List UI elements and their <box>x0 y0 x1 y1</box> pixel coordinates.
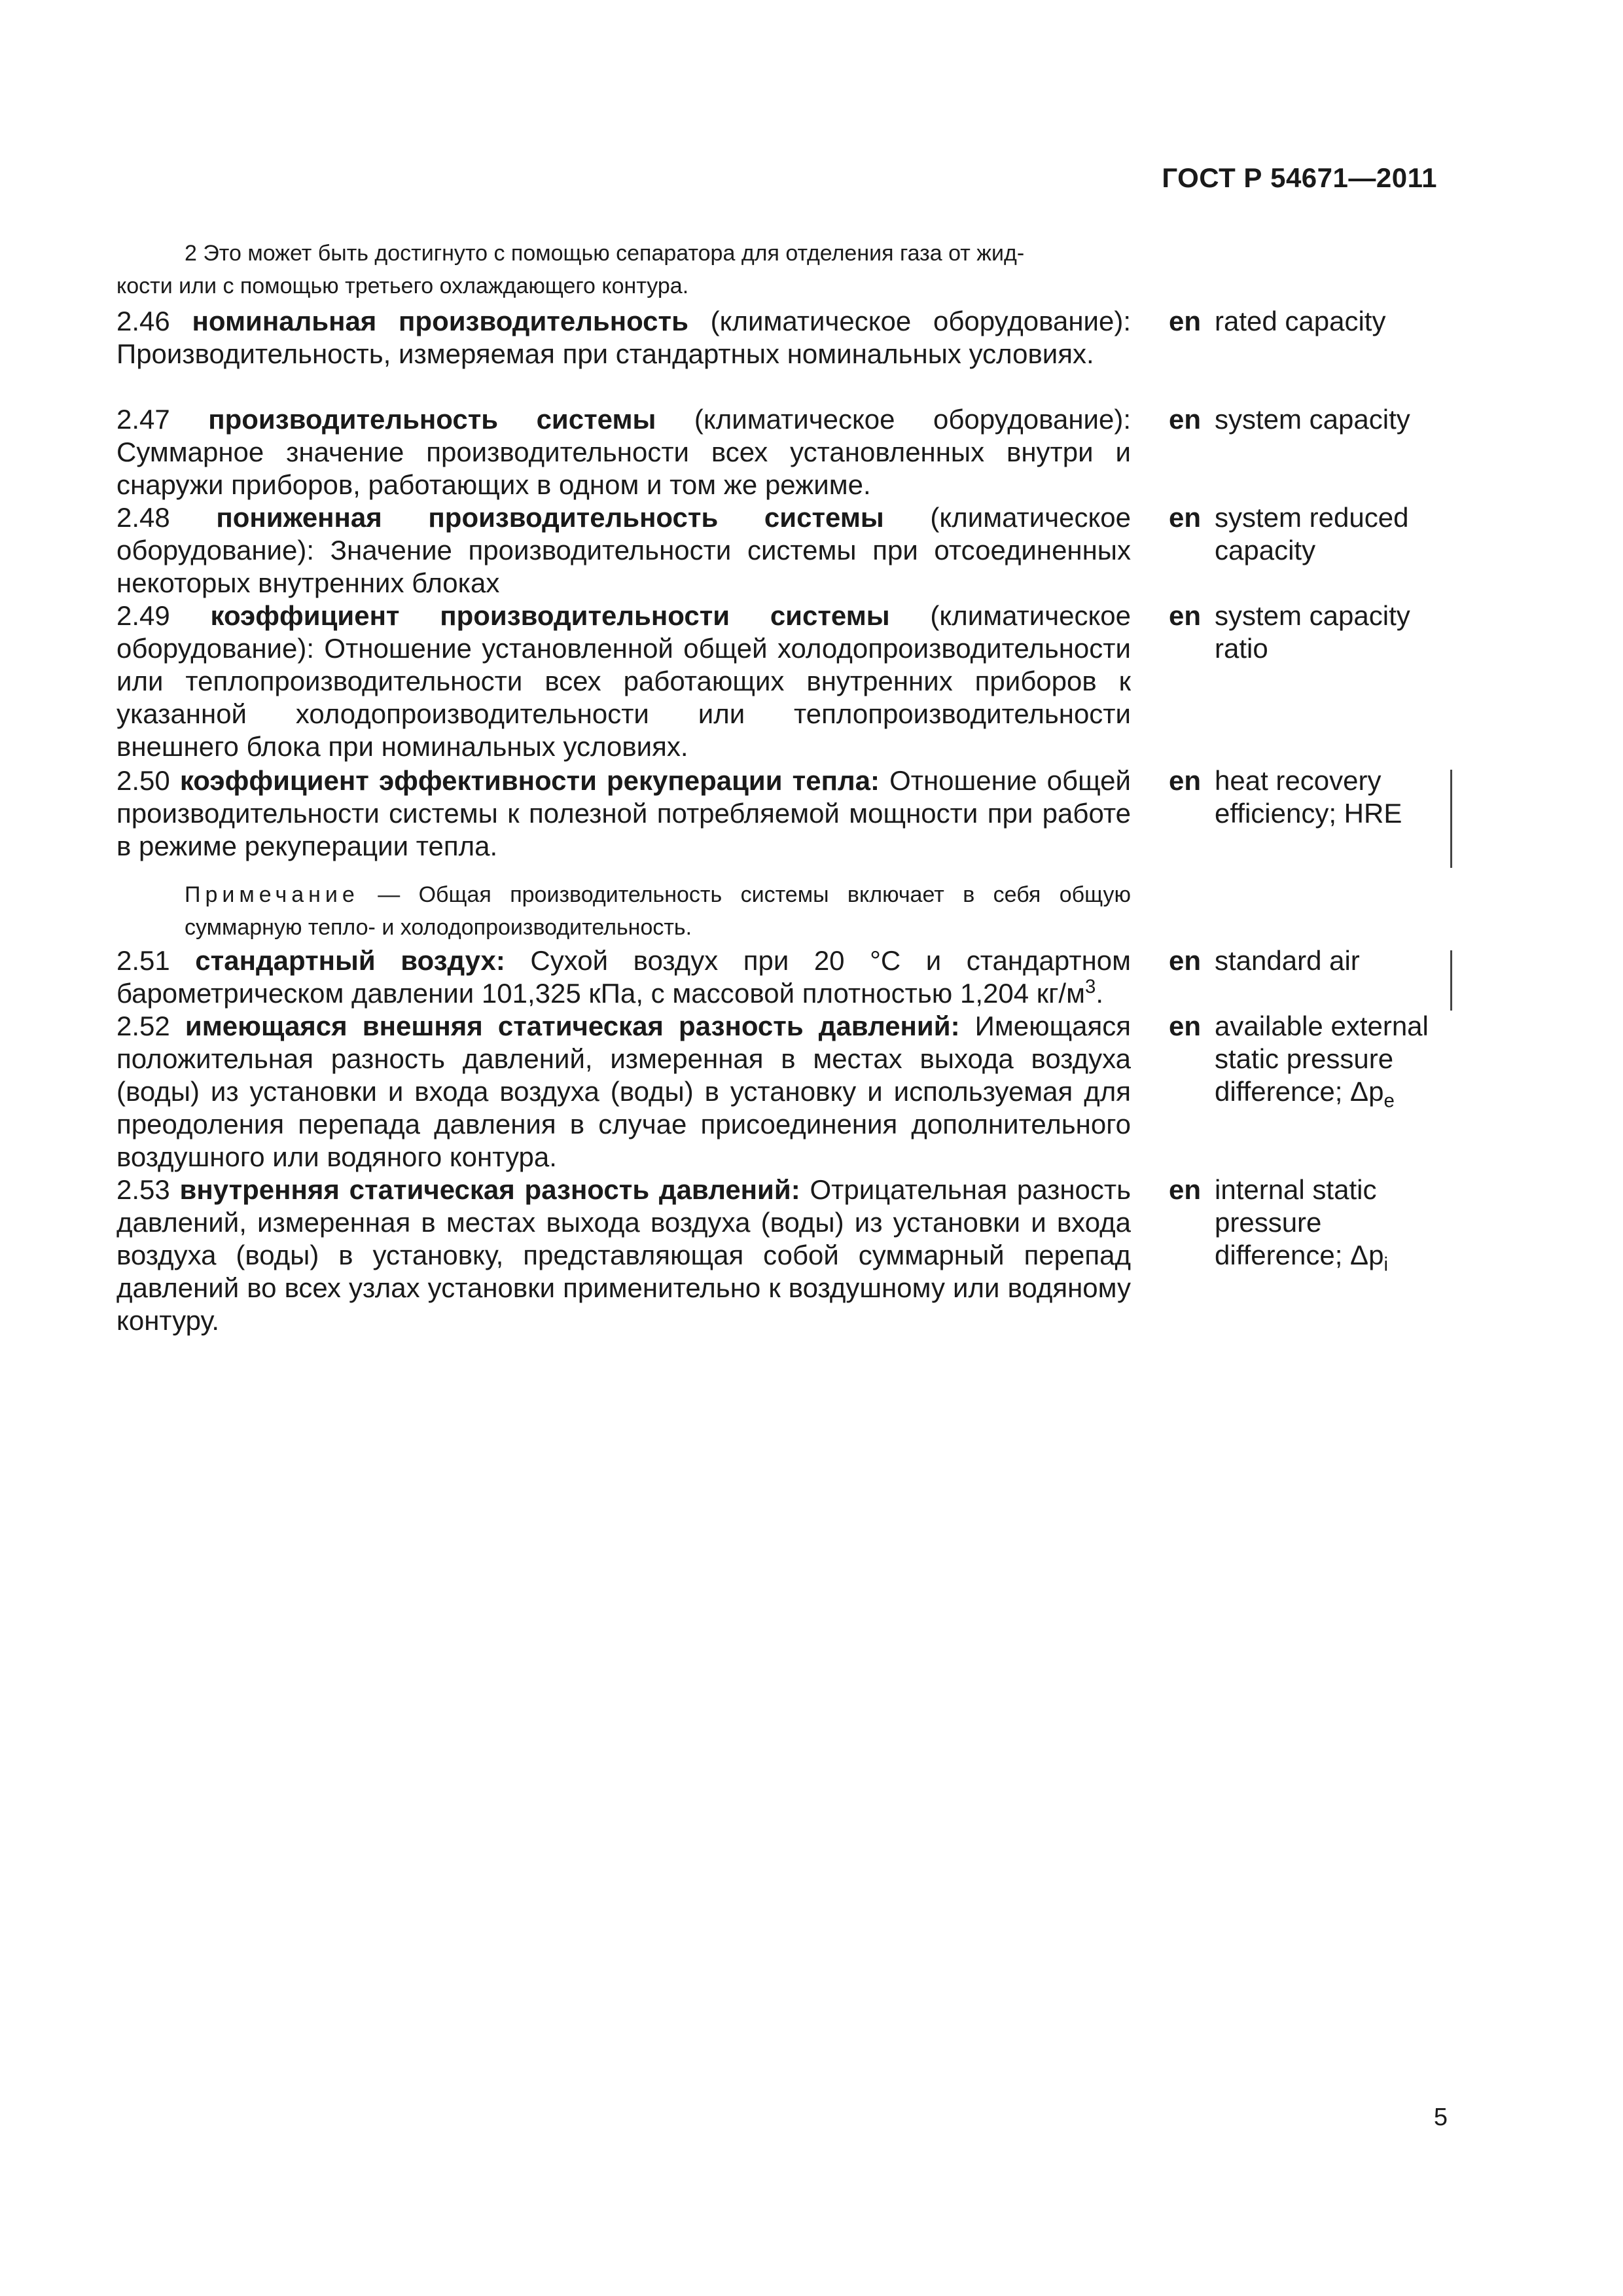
term-definition: (климатическое оборудование): Суммарное значение производительности всех установленных внутри и снаружи приборов, работающих в одном и том же режиме. <box>116 404 1132 500</box>
lang-code: en <box>1169 404 1202 435</box>
top-note-first-line: 2 Это может быть достигнуто с помощью сепаратора для отделения газа от жид- <box>185 241 1025 266</box>
english-equivalent: rated capacity <box>1215 306 1386 336</box>
english-equivalent: available external static pressure difference; $\Delta p_e$ <box>1215 1011 1429 1112</box>
english-equivalent: standard air <box>1215 945 1360 976</box>
term-name: номинальная производительность <box>192 306 688 336</box>
term-2-47: 2.47 производительность системы (климатическое оборудование): Суммарное значение производительности всех установленных внутри и снаружи приборов, работающих в одном и том же режиме. <box>116 404 1132 500</box>
lang-code: en <box>1169 1174 1202 1205</box>
lang-code: en <box>1169 1011 1202 1041</box>
term-definition: Отрицательная разность давлений, измеренная в местах выхода воздуха (воды) из установки и входа воздуха (воды) в установку, представляющая собой суммарный перепад давлений во всех узлах установки применительно к воздушному или водяному контуру. <box>116 1174 1132 1336</box>
note <box>116 878 1131 944</box>
term-2-50: 2.50 коэффициент эффективности рекуперации тепла: Отношение общей производительности системы к полезной потребляемой мощности при работе в режиме рекуперации тепла. <box>116 765 1131 861</box>
note-label: Примечание <box>185 882 359 907</box>
lang-code: en <box>1169 600 1202 631</box>
term-2-48: 2.48 пониженная производительность системы (климатическое оборудование): Значение производительности системы при отсоединенных некоторых внутренних блоках <box>116 502 1132 598</box>
term-name: имеющаяся внешняя статическая разность давлений: <box>185 1011 960 1041</box>
term-2-49: 2.49 коэффициент производительности системы (климатическое оборудование): Отношение установленной общей холодопроизводительности или теплопроизводительности всех работающих внутренних приборов к указанной холодопроизводительности или теплопроизводительности внешнего блока при номинальных условиях. <box>116 600 1132 762</box>
term-definition: Имеющаяся положительная разность давлений, измеренная в местах выхода воздуха (воды) из установки и входа воздуха (воды) в установку и используемая для преодоления перепада давления в случае присоединения дополнительного воздушного или водяного контура. <box>116 1011 1131 1172</box>
lang-code: en <box>1169 945 1202 976</box>
page-number: 5 <box>1433 2104 1448 2131</box>
term-name: коэффициент производительности системы <box>210 600 890 631</box>
term-name: внутренняя статическая разность давлений: <box>179 1174 800 1205</box>
term-definition: Сухой воздух при 20 °С и стандартном барометрическом давлении 101,325 кПа, с массовой плотностью 1,204 кг/м <box>116 945 1132 1009</box>
term-2-53: 2.53 внутренняя статическая разность давлений: Отрицательная разность давлений, измеренная в местах выхода воздуха (воды) из установки и входа воздуха (воды) в установку, представляющая собой суммарный перепад давлений во всех узлах установки применительно к воздушному или водяному контуру. <box>116 1174 1132 1336</box>
english-equivalent: internal static pressure difference; $\Delta p_i$ <box>1215 1174 1388 1276</box>
english-equivalent: system capacity <box>1215 404 1410 435</box>
term-definition: (климатическое оборудование): Значение производительности системы при отсоединенных некоторых внутренних блоках <box>116 502 1132 598</box>
top-note <box>116 237 1131 302</box>
term-definition: (климатическое оборудование): Отношение установленной общей холодопроизводительности или теплопроизводительности всех работающих внутренних приборов к указанной холодопроизводительности или теплопроизводительности внешнего блока при номинальных условиях. <box>116 600 1132 762</box>
note-text: — Общая производительность системы включает в себя общую суммарную тепло- и холодопроизводительность. <box>185 882 1131 940</box>
english-equivalent: system reduced capacity <box>1215 502 1409 565</box>
term-name: пониженная производительность системы <box>216 502 884 533</box>
top-note-continuation: кости или с помощью третьего охлаждающего контура. <box>116 274 689 298</box>
term-name: стандартный воздух: <box>195 945 505 976</box>
term-2-51: 2.51 стандартный воздух: Сухой воздух при 20 °С и стандартном барометрическом давлении 101,325 кПа, с массовой плотностью 1,204 $кг/м^3$. <box>116 945 1132 1009</box>
term-2-52: 2.52 имеющаяся внешняя статическая разность давлений: Имеющаяся положительная разность давлений, измеренная в местах выхода воздуха (воды) из установки и входа воздуха (воды) в установку и используемая для преодоления перепада давления в случае присоединения дополнительного воздушного или водяного контура. <box>116 1011 1131 1172</box>
english-equivalent: system capacity ratio <box>1215 600 1410 664</box>
lang-code: en <box>1169 306 1202 336</box>
lang-code: en <box>1169 502 1202 533</box>
term-definition: (климатическое оборудование): Производительность, измеряемая при стандартных номинальных условиях. <box>116 306 1132 369</box>
lang-code: en <box>1169 765 1202 796</box>
term-name: коэффициент эффективности рекуперации тепла: <box>179 765 880 796</box>
change-bar <box>1450 770 1452 868</box>
term-definition: Отношение общей производительности системы к полезной потребляемой мощности при работе в режиме рекуперации тепла. <box>116 765 1131 861</box>
term-2-46: 2.46 номинальная производительность (климатическое оборудование): Производительность, измеряемая при стандартных номинальных условиях. <box>116 306 1132 369</box>
standard-designation: ГОСТ Р 54671—2011 <box>1162 162 1437 193</box>
english-equivalent: heat recovery efficiency; HRE <box>1215 765 1402 829</box>
change-bar <box>1450 950 1452 1011</box>
term-name: производительность системы <box>208 404 656 435</box>
